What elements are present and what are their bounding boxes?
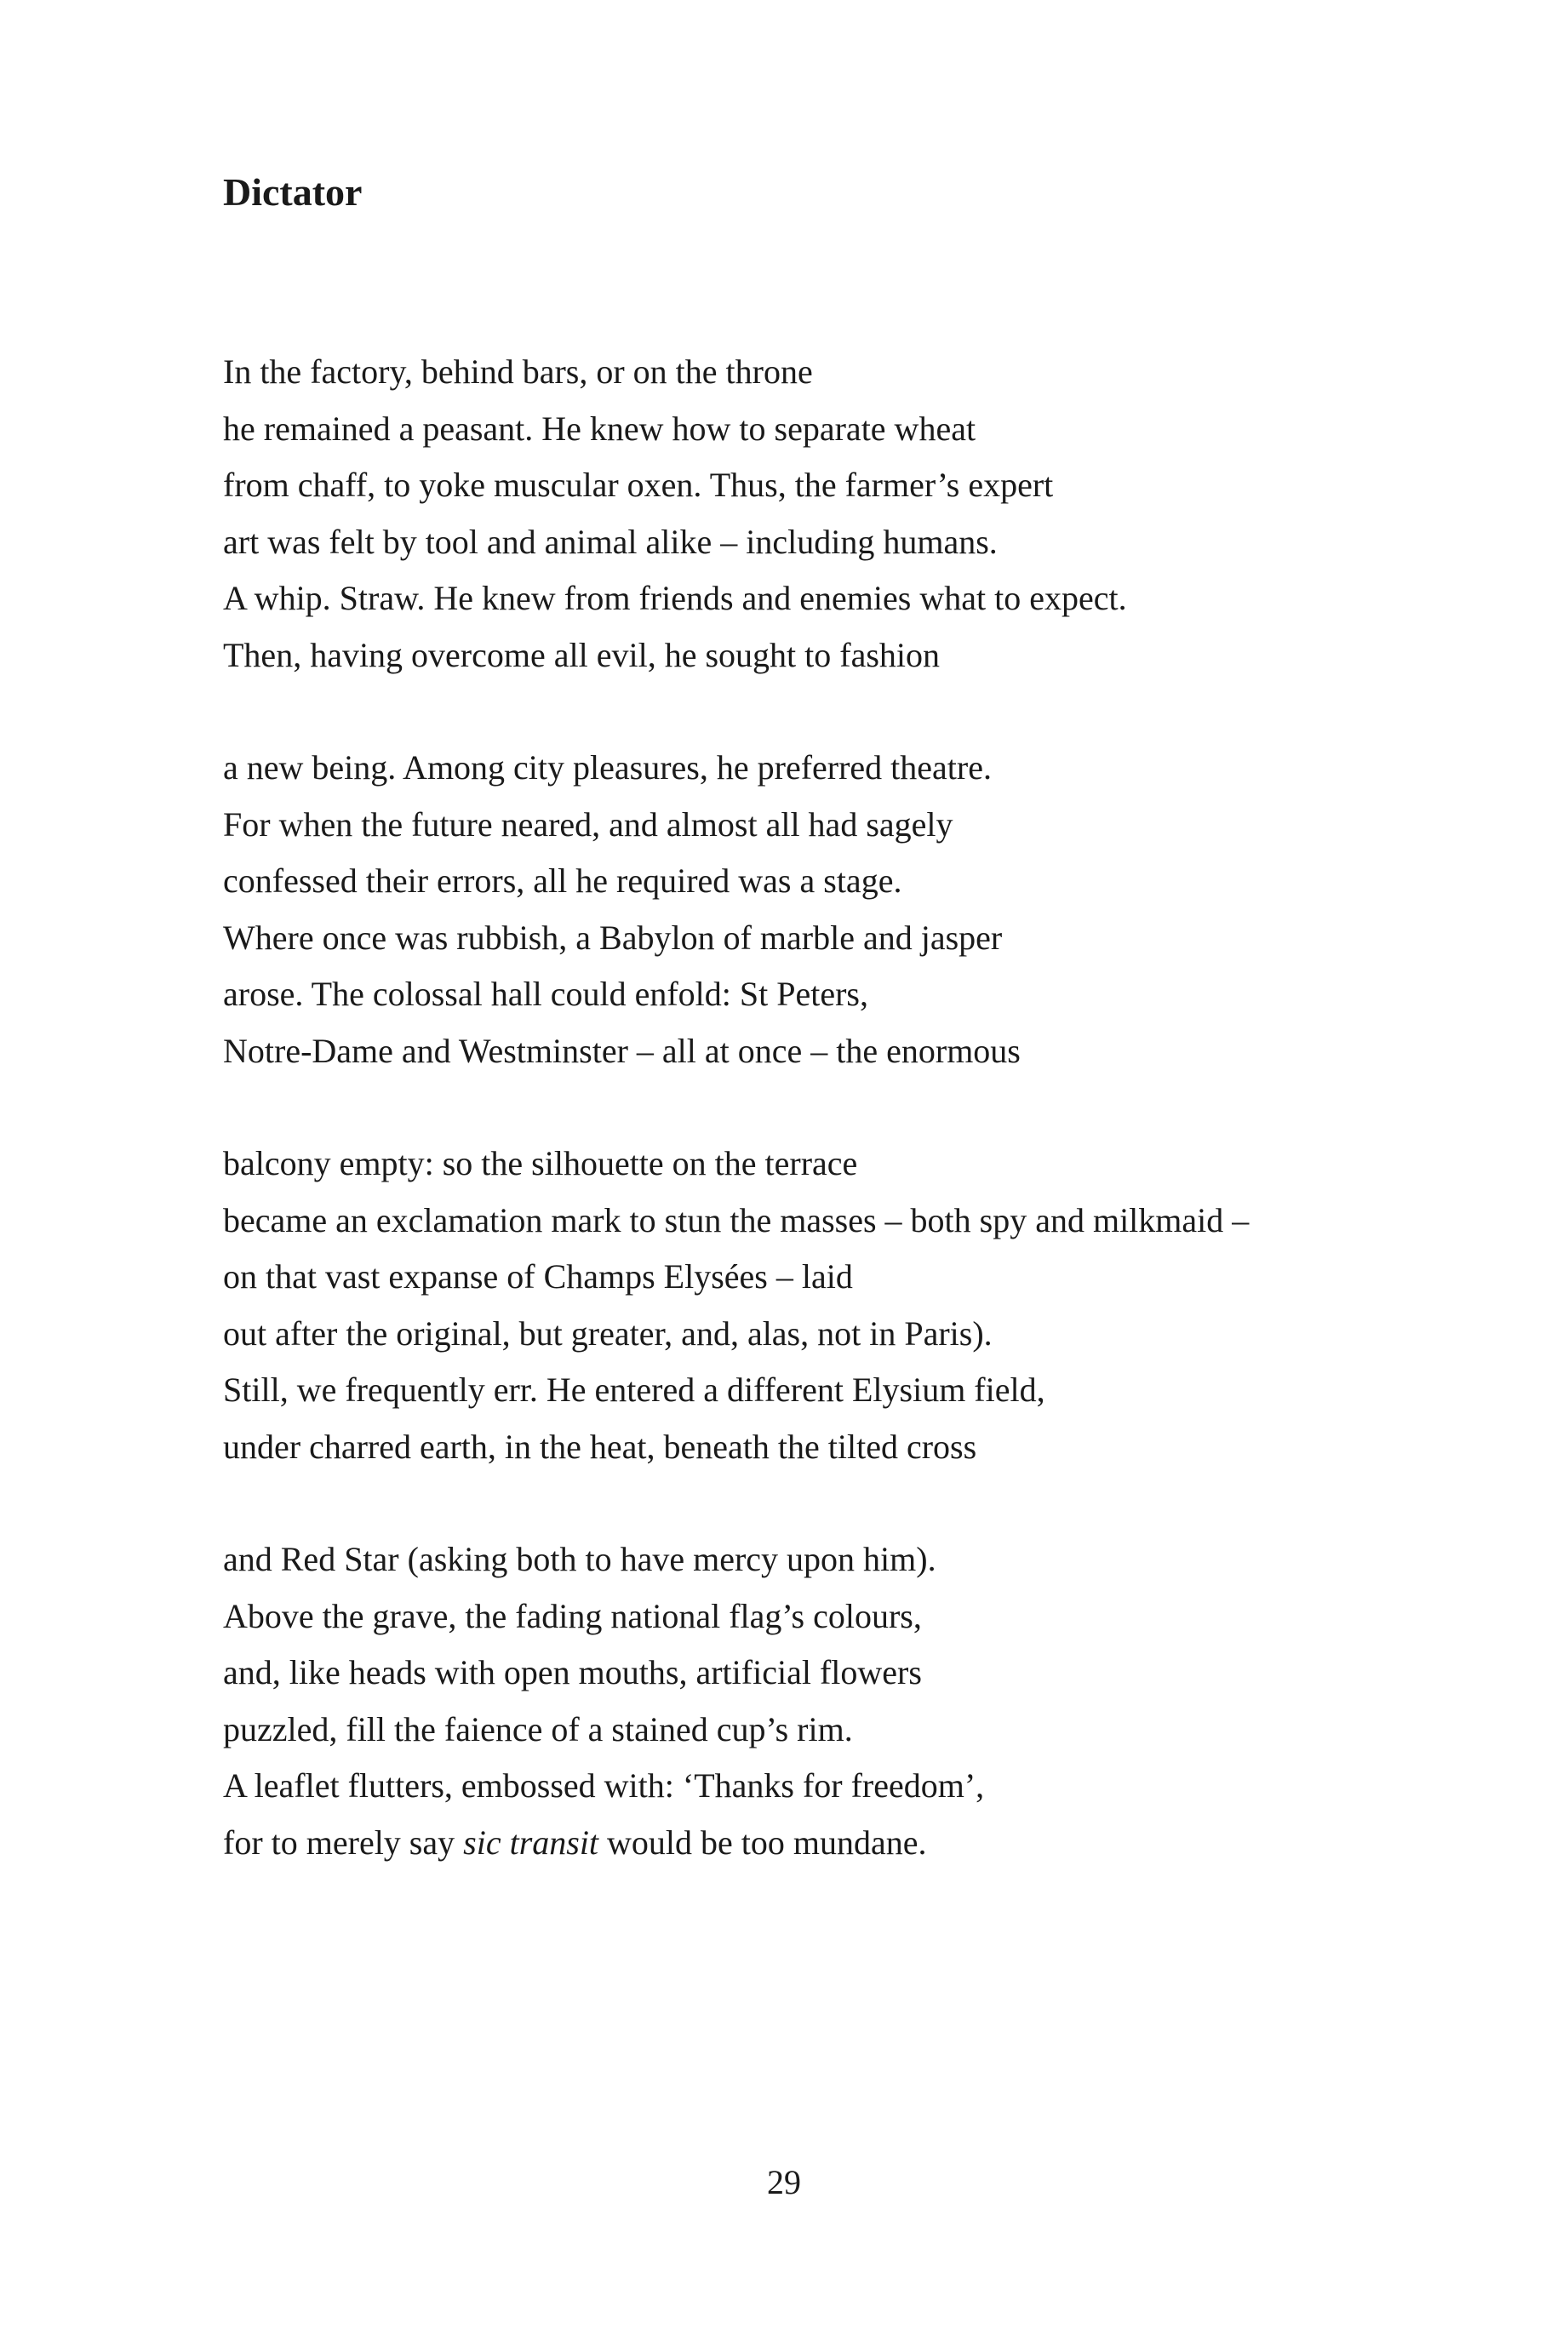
stanza-1 [223,344,1500,684]
final-line-start: for to merely say [223,1823,464,1862]
final-line-italic-phrase: sic transit [463,1823,599,1862]
poem-line: A whip. Straw. He knew from friends and enemies what to expect. [223,579,1127,617]
poem-line: Above the grave, the fading national flag’s colours, [223,1596,922,1635]
poem-line: a new being. Among city pleasures, he preferred theatre. [223,748,992,787]
poem-line: Notre-Dame and Westminster – all at once – the enormous [223,1031,1021,1070]
poem-line: puzzled, fill the faience of a stained cup’s rim. [223,1709,853,1748]
poem-line: he remained a peasant. He knew how to separate wheat [223,409,976,448]
poem-line: and Red Star (asking both to have mercy upon him). [223,1540,936,1578]
stanza-2 [223,740,1500,1079]
page-title: Dictator [223,170,363,214]
poem-line: balcony empty: so the silhouette on the terrace [223,1144,858,1182]
poem-line: art was felt by tool and animal alike – including humans. [223,522,998,561]
poem-line: In the factory, behind bars, or on the throne [223,352,813,391]
stanza-4 [223,1531,1500,1871]
poem-line: For when the future neared, and almost all had sagely [223,804,953,844]
poem-body [223,344,1500,1927]
final-line-end: would be too mundane. [598,1823,927,1862]
poem-line: Where once was rubbish, a Babylon of marble and jasper [223,918,1003,957]
poem-line: Then, having overcome all evil, he sought to fashion [223,635,941,674]
poem-line: Still, we frequently err. He entered a different Elysium field, [223,1371,1045,1409]
poem-line: out after the original, but greater, and, alas, not in Paris). [223,1313,993,1353]
poem-line: confessed their errors, all he required was a stage. [223,861,902,900]
poem-line-final [223,1815,1500,1872]
stanza-3 [223,1136,1500,1475]
poem-line: arose. The colossal hall could enfold: St Peters, [223,975,868,1013]
poem-line: A leaflet flutters, embossed with: ‘Thanks for freedom’, [223,1766,985,1805]
poem-line: on that vast expanse of Champs Elysées – laid [223,1257,853,1296]
poem-line: became an exclamation mark to stun the masses – both spy and milkmaid – [223,1200,1250,1239]
page-number: 29 [767,2163,801,2201]
poem-line: and, like heads with open mouths, artificial flowers [223,1653,922,1691]
poem-line: from chaff, to yoke muscular oxen. Thus, the farmer’s expert [223,466,1054,504]
poem-line: under charred earth, in the heat, beneath the tilted cross [223,1427,977,1466]
